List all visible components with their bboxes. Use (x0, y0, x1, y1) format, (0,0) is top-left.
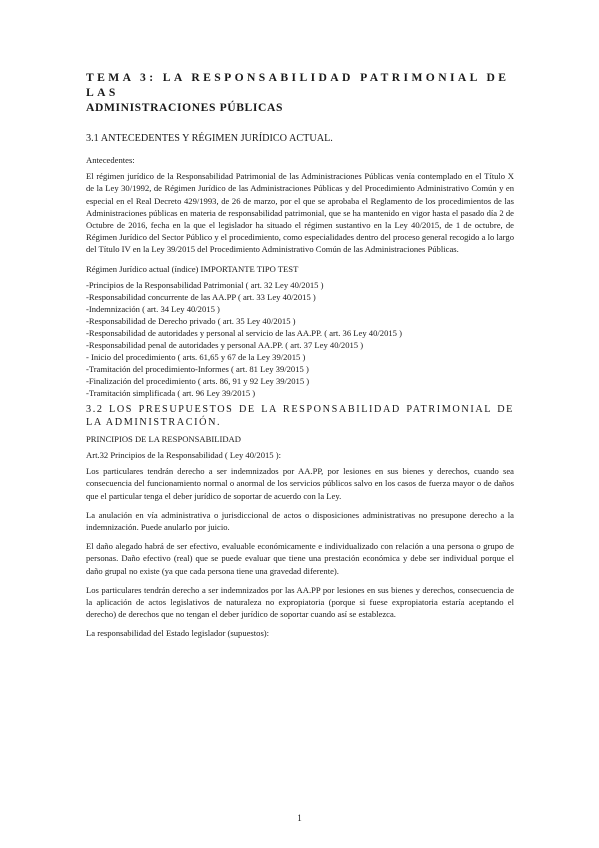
section-heading-3-1: 3.1 ANTECEDENTES Y RÉGIMEN JURÍDICO ACTUAL. (86, 133, 333, 144)
art32-heading: Art.32 Principios de la Responsabilidad ( Ley 40/2015 ): (86, 450, 282, 461)
list-item: -Tramitación del procedimiento-Informes ( art. 81 Ley 39/2015 ) (86, 363, 309, 374)
paragraph-estado-legislador: La responsabilidad del Estado legislador (supuestos): (86, 628, 270, 639)
antecedentes-label: Antecedentes: (86, 155, 135, 165)
list-item: -Principios de la Responsabilidad Patrimonial ( art. 32 Ley 40/2015 ) (86, 279, 324, 290)
list-item: -Responsabilidad de autoridades y personal al servicio de las AA.PP. ( art. 36 Ley 40/2015 ) (86, 327, 402, 338)
document-title (86, 70, 514, 115)
page-number: 1 (297, 813, 302, 823)
list-item: -Responsabilidad concurrente de las AA.PP ( art. 33 Ley 40/2015 ) (86, 291, 316, 302)
paragraph-actos-legislativos: Los particulares tendrán derecho a ser indemnizados por las AA.PP por lesiones en sus bienes y derechos, consecuencia de la aplicación de actos legislativos de naturaleza no expropiatoria (porque si fuese expropiatoria estaría aceptando el derecho) de derechos que no tengan el deber jurídico de soportar cuando así se establezca. (86, 584, 514, 620)
list-item: -Finalización del procedimiento ( arts. 86, 91 y 92 Ley 39/2015 ) (86, 375, 310, 386)
list-item: - Inicio del procedimiento ( arts. 61,65 y 67 de la Ley 39/2015 ) (86, 351, 306, 362)
paragraph-anulacion: La anulación en vía administrativa o jurisdiccional de actos o disposiciones administrativas no presupone derecho a la indemnización. Puede anularlo por juicio. (86, 509, 514, 533)
title-line-2: ADMINISTRACIONES PÚBLICAS (86, 101, 283, 114)
list-item: -Responsabilidad penal de autoridades y personal AA.PP. ( art. 37 Ley 40/2015 ) (86, 339, 364, 350)
paragraph-indemnizacion: Los particulares tendrán derecho a ser indemnizados por AA.PP, por lesiones en sus bienes y derechos, cuando sea consecuencia del funcionamiento normal o anormal de los servicios públicos salvo en los casos de fuerza mayor o de daños que el particular tenga el deber jurídico de soportar de acuerdo con la Ley. (86, 466, 514, 501)
title-line-1: TEMA 3: LA RESPONSABILIDAD PATRIMONIAL DE LAS (86, 71, 510, 99)
list-item: -Tramitación simplificada ( art. 96 Ley 39/2015 ) (86, 387, 256, 398)
index-list (86, 279, 514, 399)
section-heading-3-2: 3.2 LOS PRESUPUESTOS DE LA RESPONSABILIDAD PATRIMONIAL DE LA ADMINISTRACIÓN. (86, 403, 514, 428)
principios-heading: PRINCIPIOS DE LA RESPONSABILIDAD (86, 433, 241, 444)
document-page (86, 70, 514, 647)
list-item: -Indemnización ( art. 34 Ley 40/2015 ) (86, 303, 220, 314)
regimen-heading: Régimen Jurídico actual (índice) IMPORTANTE TIPO TEST (86, 263, 299, 274)
antecedentes-paragraph: El régimen jurídico de la Responsabilidad Patrimonial de las Administraciones Públicas venía contemplado en el Título X de la Ley 30/1992, de Régimen Jurídico de las Administraciones Públicas y del Procedimiento Administrativo Común y en especial en el Real Decreto 429/1993, de 26 de marzo, por el que se aprobaba el Reglamento de los procedimientos de las Administraciones públicas en materia de responsabilidad patrimonial, que se ha mantenido en vigor hasta el pasado día 2 de Octubre de 2016, fecha en la que el legislador ha situado el régimen sustantivo en la Ley 40/2015, de 1 de octubre, de Régimen Jurídico del Sector Público y el procedimiento, como especialidades dentro del proceso general recogido a lo largo del Título IV en la Ley 39/2015 del Procedimiento Administrativo Común de las Administraciones Públicas. (86, 171, 514, 255)
paragraph-dano-efectivo: El daño alegado habrá de ser efectivo, evaluable económicamente e individualizado con relación a una persona o grupo de personas. Daño efectivo (real) que se puede evaluar que tiene una prestación económica y debe ser individual porque el daño grupal no existe (ya que cada persona tiene una gravedad diferente). (86, 541, 514, 576)
list-item: -Responsabilidad de Derecho privado ( art. 35 Ley 40/2015 ) (86, 315, 296, 326)
